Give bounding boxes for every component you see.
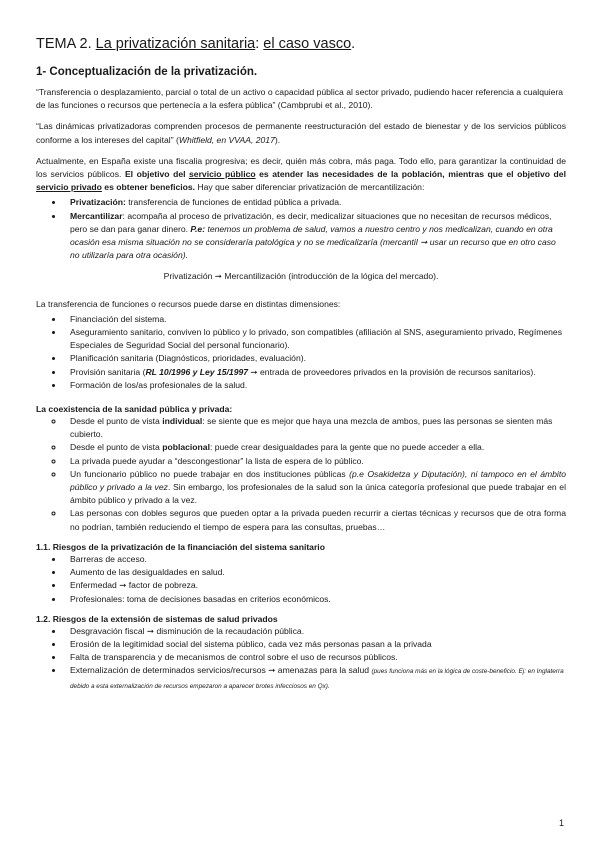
i1-b: individual	[162, 416, 203, 427]
list-item-mercantilizar	[64, 210, 566, 263]
list-item: • Enfermedad ➞ factor de pobreza.	[64, 579, 566, 592]
list-item: • Falta de transparencia y de mecanismos de control sobre el uso de recursos públicos.	[64, 651, 566, 664]
para-b: El objetivo del	[124, 169, 190, 180]
list-item: • Profesionales: toma de decisiones basadas en criterios económicos.	[64, 593, 566, 606]
title-main: La privatización sanitaria	[95, 36, 256, 52]
para-e: servicio privado	[36, 182, 102, 193]
page-number: 1	[558, 818, 564, 828]
para-c: servicio público	[189, 169, 256, 180]
list-item: • Desgravación fiscal ➞ disminución de la recaudación pública.	[64, 625, 566, 638]
definitions-list	[36, 196, 566, 262]
para-d: es atender las necesidades de la población, mientras que el objetivo del	[255, 169, 566, 180]
page-title	[36, 36, 566, 52]
document-page	[36, 36, 566, 701]
list-item: • Aseguramiento sanitario, conviven lo público y lo privado, son compatibles (afiliación al SNS, aseguramiento privado, Regímenes Especiales de Seguridad Social del personal funcionario).	[64, 326, 566, 352]
risks-financing-heading: 1.1. Riesgos de la privatización de la financiación del sistema sanitario	[36, 541, 325, 552]
title-prefix: TEMA 2.	[36, 36, 96, 52]
list-item	[64, 468, 566, 508]
title-sep: :	[255, 36, 264, 52]
quote-whitfield-cite: Whitfield, en VVAA, 2017	[178, 134, 275, 145]
quote-whitfield	[36, 120, 566, 146]
i1-a: Desde el punto de vista	[70, 416, 163, 427]
section-heading-conceptualization: 1- Conceptualización de la privatización.	[36, 66, 258, 78]
list-item	[64, 441, 566, 454]
para-a: Actualmente, en España existe una fiscalia progresiva; es decir, quién más cobra, más paga. Todo ello, para garantizar la continuidad de los servicios públicos.	[36, 155, 566, 180]
last-a: Externalización de determinados servicios/recursos ➞ amenazas para la salud	[70, 665, 372, 676]
list-item: ◦ Las personas con dobles seguros que pueden optar a la privada pueden recurrir a ciertas técnicas y recursos que de otra forma no podrían, también reduciendo el tiempo de espera para las consultas, pruebas…	[64, 507, 566, 533]
def-mercantilizar: : acompaña al proceso de privatización, es decir, medicalizar situaciones que no necesitan de recursos médicos, pero se dan para ganar dinero.	[70, 210, 552, 234]
item4-a: Provisión sanitaria (	[70, 366, 146, 377]
quote-whitfield-text: “Las dinámicas privatizadoras comprenden procesos de permanente reestructuración del estado de bienestar y de los servicios públicos conforme a los intereses del capital” (	[36, 121, 566, 145]
i4-a: Un funcionario público no puede trabajar en dos instituciones públicas	[70, 468, 350, 479]
i1-c: : se siente que es mejor que haya una mezcla de ambos, pues las personas se sienten más cubierto.	[70, 416, 553, 440]
list-item: • Aumento de las desigualdades en salud.	[64, 566, 566, 579]
list-item	[64, 664, 566, 692]
term-privatizacion: Privatización:	[70, 197, 126, 208]
risks-private-list	[36, 625, 566, 693]
list-item-privatizacion	[64, 196, 566, 209]
i4-b: (p.e Osakidetza y Diputación), ni tampoco en el ámbito público y privado a la vez	[70, 468, 566, 493]
list-item	[64, 366, 566, 379]
dimensions-list	[36, 313, 566, 392]
title-end: .	[351, 36, 356, 52]
centered-formula: Privatización ➞ Mercantilización (introducción de la lógica del mercado).	[163, 271, 439, 282]
i2-a: Desde el punto de vista	[70, 442, 163, 453]
list-item: • Formación de los/as profesionales de la salud.	[64, 379, 566, 392]
risks-financing-list	[36, 553, 566, 606]
paragraph-fiscalidad	[36, 155, 566, 195]
list-item: • Planificación sanitaria (Diagnósticos, prioridades, evaluación).	[64, 352, 566, 365]
example-label: P.e:	[190, 223, 206, 234]
para-f: es obtener beneficios.	[101, 182, 196, 193]
item4-b: ➞ entrada de proveedores privados en la provisión de recursos sanitarios).	[248, 366, 536, 377]
para-g: Hay que saber diferenciar privatización de mercantilización:	[195, 182, 425, 193]
i4-c: . Sin embargo, los profesionales de la salud son la única categoría profesional que puede trabajar en el ámbito público y privado a la vez.	[70, 482, 566, 506]
coexistence-heading: La coexistencia de la sanidad pública y privada:	[36, 404, 233, 415]
term-mercantilizar: Mercantilizar	[70, 210, 123, 221]
list-item: • Financiación del sistema.	[64, 313, 566, 326]
example-text: tenemos un problema de salud, vamos a nuestro centro y nos medicalizan, cuando en otra ocasión esa misma situación no se consideraría patológica y no se medicalizaría (mercantil ➞ usar un recurso que en otro caso no utilizaría para otra ocasión).	[70, 223, 556, 261]
quote-cambprubi: “Transferencia o desplazamiento, parcial o total de un activo o capacidad pública al sector privado, pudiendo hacer referencia a cualquiera de las funciones o recursos que pertenecía a la esfera pública” (Cambprubi et al., 2010).	[36, 87, 564, 111]
dimensions-intro: La transferencia de funciones o recursos puede darse en distintas dimensiones:	[36, 298, 341, 309]
risks-private-heading: 1.2. Riesgos de la extensión de sistemas de salud privados	[36, 613, 278, 624]
list-item: ◦ La privada puede ayudar a “descongestionar” la lista de espera de lo público.	[64, 455, 566, 468]
item4-law: RL 10/1996 y Ley 15/1997	[145, 366, 249, 377]
i2-c: : puede crear desigualdades para la gente que no puede acceder a ella.	[209, 442, 485, 453]
def-privatizacion: transferencia de funciones de entidad pública a privada.	[125, 197, 342, 208]
list-item	[64, 415, 566, 441]
coexistence-list	[36, 415, 566, 534]
list-item: • Erosión de la legitimidad social del sistema público, cada vez más personas pasan a la privada	[64, 638, 566, 651]
quote-whitfield-end: ).	[274, 134, 281, 145]
i2-b: poblacional	[162, 442, 210, 453]
last-note: (pues funciona más en la lógica de coste-beneficio. Ej: en Inglaterra debido a esta externalización de recursos empezaron a aparecer brotes infecciosos en Qx).	[70, 668, 564, 690]
title-sub: el caso vasco	[263, 36, 352, 52]
list-item: • Barreras de acceso.	[64, 553, 566, 566]
